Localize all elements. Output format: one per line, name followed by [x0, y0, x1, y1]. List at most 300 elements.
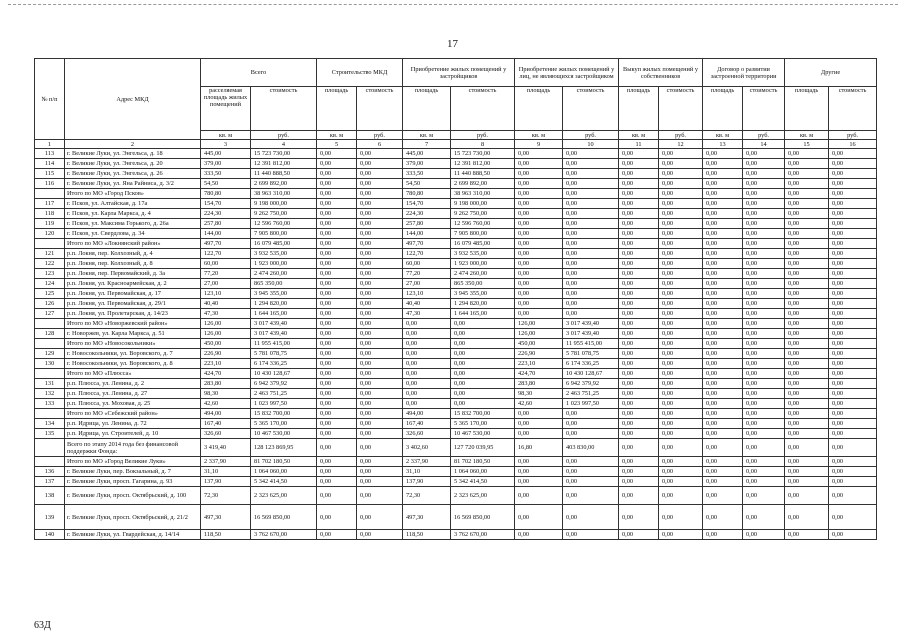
row-value: 7 905 800,00 [451, 229, 515, 239]
row-value: 0,00 [743, 289, 785, 299]
row-value: 123,10 [201, 289, 251, 299]
row-value: 0,00 [829, 339, 877, 349]
row-value: 31,10 [201, 467, 251, 477]
row-value: 0,00 [743, 505, 785, 530]
row-value: 0,00 [357, 319, 403, 329]
row-value: 0,00 [317, 329, 357, 339]
row-value: 0,00 [703, 409, 743, 419]
row-address: г. Новоржев, ул. Карла Маркса, д. 51 [65, 329, 201, 339]
row-value: 9 262 750,00 [451, 209, 515, 219]
row-value: 0,00 [317, 319, 357, 329]
row-value: 0,00 [659, 279, 703, 289]
row-value: 0,00 [829, 159, 877, 169]
row-value: 0,00 [829, 379, 877, 389]
row-value: 1 923 000,00 [251, 259, 317, 269]
row-value: 0,00 [785, 369, 829, 379]
row-value: 2 323 625,00 [451, 487, 515, 505]
row-value: 0,00 [743, 199, 785, 209]
row-value: 0,00 [563, 477, 619, 487]
row-value: 0,00 [619, 467, 659, 477]
row-value: 40,40 [201, 299, 251, 309]
row-value: 0,00 [743, 269, 785, 279]
row-value: 0,00 [659, 189, 703, 199]
row-address: г. Новосокольники, ул. Воровского, д. 8 [65, 359, 201, 369]
row-value: 0,00 [703, 399, 743, 409]
row-value: 0,00 [829, 309, 877, 319]
row-number [35, 457, 65, 467]
row-value: 0,00 [317, 169, 357, 179]
row-value: 60,00 [201, 259, 251, 269]
row-address: Итого по МО «Плюсса» [65, 369, 201, 379]
row-value: 0,00 [703, 339, 743, 349]
row-value: 0,00 [659, 159, 703, 169]
row-value: 0,00 [563, 457, 619, 467]
row-value: 445,00 [201, 149, 251, 159]
row-value: 0,00 [563, 159, 619, 169]
row-number: 140 [35, 530, 65, 540]
row-value: 3 945 355,00 [251, 289, 317, 299]
row-value: 118,50 [201, 530, 251, 540]
table-row [35, 369, 877, 379]
row-value: 0,00 [403, 339, 451, 349]
table-row [35, 379, 877, 389]
row-value: 2 463 751,25 [563, 389, 619, 399]
row-value: 10 467 530,00 [251, 429, 317, 439]
row-value: 0,00 [829, 530, 877, 540]
row-value: 0,00 [357, 379, 403, 389]
table-row [35, 189, 877, 199]
row-value: 0,00 [703, 439, 743, 457]
row-address: г. Великие Луки, ул. Энгельса, д. 18 [65, 149, 201, 159]
row-number: 127 [35, 309, 65, 319]
row-value: 0,00 [703, 299, 743, 309]
row-value: 0,00 [785, 209, 829, 219]
row-value: 379,00 [403, 159, 451, 169]
header-cost: стоимость [451, 87, 515, 131]
row-value: 0,00 [659, 467, 703, 477]
row-value: 12 596 760,00 [251, 219, 317, 229]
row-value: 0,00 [563, 209, 619, 219]
row-value: 0,00 [659, 429, 703, 439]
row-number: 113 [35, 149, 65, 159]
row-value: 15 723 730,00 [451, 149, 515, 159]
row-value: 154,70 [201, 199, 251, 209]
row-value: 137,90 [403, 477, 451, 487]
row-value: 0,00 [785, 399, 829, 409]
row-value: 0,00 [619, 409, 659, 419]
row-value: 0,00 [785, 299, 829, 309]
row-value: 0,00 [743, 487, 785, 505]
row-value: 0,00 [703, 209, 743, 219]
row-value: 497,70 [403, 239, 451, 249]
row-value: 0,00 [357, 429, 403, 439]
row-value: 0,00 [703, 329, 743, 339]
row-value: 0,00 [659, 339, 703, 349]
row-value: 0,00 [317, 339, 357, 349]
row-value: 27,00 [201, 279, 251, 289]
row-value: 0,00 [619, 329, 659, 339]
row-value: 0,00 [703, 429, 743, 439]
row-value: 3 762 670,00 [251, 530, 317, 540]
row-value: 0,00 [515, 179, 563, 189]
header-construction: Строительство МКД [317, 59, 403, 87]
row-value: 0,00 [619, 439, 659, 457]
row-value: 0,00 [703, 179, 743, 189]
row-value: 0,00 [619, 219, 659, 229]
row-value: 0,00 [785, 319, 829, 329]
table-row [35, 309, 877, 319]
row-value: 0,00 [659, 199, 703, 209]
row-value: 0,00 [829, 399, 877, 409]
row-value: 0,00 [659, 457, 703, 467]
row-value: 118,50 [403, 530, 451, 540]
row-value: 167,40 [403, 419, 451, 429]
row-value: 0,00 [563, 409, 619, 419]
table-row [35, 409, 877, 419]
row-value: 5 781 078,75 [251, 349, 317, 359]
header-area: площадь [703, 87, 743, 131]
row-value: 0,00 [619, 239, 659, 249]
row-address: г. Великие Луки, ул. Энгельса, д. 26 [65, 169, 201, 179]
row-value: 0,00 [829, 209, 877, 219]
row-value: 0,00 [357, 219, 403, 229]
row-value: 0,00 [515, 239, 563, 249]
row-value: 0,00 [357, 189, 403, 199]
row-value: 11 955 415,00 [563, 339, 619, 349]
row-value: 333,50 [403, 169, 451, 179]
row-value: 0,00 [619, 149, 659, 159]
row-value: 11 440 888,50 [251, 169, 317, 179]
row-value: 0,00 [829, 419, 877, 429]
table-row [35, 269, 877, 279]
row-value: 0,00 [357, 309, 403, 319]
row-value: 2 699 892,00 [451, 179, 515, 189]
row-value: 0,00 [659, 399, 703, 409]
table-row [35, 359, 877, 369]
row-value: 1 294 820,00 [251, 299, 317, 309]
row-value: 3 402,60 [403, 439, 451, 457]
row-value: 0,00 [563, 419, 619, 429]
row-address: г. Великие Луки, ул. Энгельса, д. 20 [65, 159, 201, 169]
row-address: р.п. Идрица, ул. Ленина, д. 72 [65, 419, 201, 429]
row-value: 0,00 [515, 289, 563, 299]
row-number: 129 [35, 349, 65, 359]
row-value: 0,00 [317, 379, 357, 389]
row-value: 0,00 [785, 419, 829, 429]
row-value: 0,00 [563, 299, 619, 309]
header-area: площадь [619, 87, 659, 131]
row-number [35, 239, 65, 249]
row-value: 494,00 [201, 409, 251, 419]
row-value: 0,00 [829, 219, 877, 229]
row-value: 0,00 [515, 169, 563, 179]
column-number: 15 [785, 140, 829, 149]
row-value: 0,00 [829, 239, 877, 249]
row-address: г. Великие Луки, просп. Октябрьский, д. 100 [65, 487, 201, 505]
header-area: площадь [317, 87, 357, 131]
row-value: 0,00 [743, 349, 785, 359]
row-value: 0,00 [659, 269, 703, 279]
row-value: 0,00 [829, 369, 877, 379]
row-value: 0,00 [743, 159, 785, 169]
row-value: 154,70 [403, 199, 451, 209]
header-address: Адрес МКД [65, 59, 201, 140]
row-value: 12 391 812,00 [251, 159, 317, 169]
row-value: 0,00 [659, 389, 703, 399]
header-resettled-area: расселяемая площадь жилых помещений [201, 87, 251, 131]
unit-rub: руб. [829, 131, 877, 140]
row-number: 133 [35, 399, 65, 409]
row-value: 0,00 [785, 429, 829, 439]
row-value: 0,00 [829, 249, 877, 259]
table-row [35, 289, 877, 299]
table-row [35, 457, 877, 467]
row-address: г. Псков, ул. Максима Горького, д. 26а [65, 219, 201, 229]
row-number [35, 319, 65, 329]
row-value: 0,00 [829, 179, 877, 189]
row-value: 0,00 [357, 369, 403, 379]
table-row [35, 505, 877, 530]
row-value: 0,00 [563, 179, 619, 189]
column-number: 9 [515, 140, 563, 149]
row-value: 0,00 [317, 279, 357, 289]
header-cost: стоимость [563, 87, 619, 131]
row-value: 0,00 [743, 379, 785, 389]
row-value: 0,00 [619, 399, 659, 409]
column-number: 13 [703, 140, 743, 149]
row-value: 127 720 039,95 [451, 439, 515, 457]
row-value: 326,60 [403, 429, 451, 439]
row-value: 0,00 [785, 279, 829, 289]
row-value: 123,10 [403, 289, 451, 299]
row-value: 0,00 [317, 429, 357, 439]
row-value: 1 644 165,00 [251, 309, 317, 319]
row-value: 0,00 [785, 199, 829, 209]
row-value: 0,00 [451, 339, 515, 349]
row-value: 0,00 [619, 487, 659, 505]
row-value: 16 569 850,00 [251, 505, 317, 530]
row-value: 0,00 [317, 159, 357, 169]
unit-rub: руб. [251, 131, 317, 140]
header-contract: Договор о развитии застроенной территории [703, 59, 785, 87]
row-value: 0,00 [659, 209, 703, 219]
row-value: 0,00 [515, 219, 563, 229]
row-value: 2 337,90 [201, 457, 251, 467]
row-value: 0,00 [659, 349, 703, 359]
row-value: 16,80 [515, 439, 563, 457]
header-buyout: Выкуп жилых помещений у собственников [619, 59, 703, 87]
row-value: 0,00 [515, 309, 563, 319]
row-value: 0,00 [403, 389, 451, 399]
column-number: 8 [451, 140, 515, 149]
row-value: 7 905 800,00 [251, 229, 317, 239]
row-value: 224,30 [403, 209, 451, 219]
row-value: 9 198 000,00 [451, 199, 515, 209]
row-value: 0,00 [659, 229, 703, 239]
row-number: 115 [35, 169, 65, 179]
resettlement-table [34, 58, 877, 540]
row-value: 0,00 [619, 477, 659, 487]
header-purchase-dev: Приобретение жилых помещений у застройщиков [403, 59, 515, 87]
row-value: 6 942 379,92 [251, 379, 317, 389]
row-value: 0,00 [563, 189, 619, 199]
table-row [35, 299, 877, 309]
row-value: 0,00 [785, 379, 829, 389]
row-value: 3 762 670,00 [451, 530, 515, 540]
row-value: 126,00 [201, 319, 251, 329]
row-value: 0,00 [357, 487, 403, 505]
row-value: 0,00 [829, 169, 877, 179]
row-value: 0,00 [619, 189, 659, 199]
table-row [35, 199, 877, 209]
row-value: 0,00 [703, 505, 743, 530]
row-address: г. Псков, ул. Карла Маркса, д. 4 [65, 209, 201, 219]
row-value: 0,00 [743, 399, 785, 409]
row-value: 0,00 [515, 409, 563, 419]
row-value: 0,00 [785, 409, 829, 419]
row-value: 0,00 [619, 249, 659, 259]
row-value: 0,00 [563, 279, 619, 289]
footer-code: 63Д [34, 620, 51, 631]
row-value: 126,00 [515, 319, 563, 329]
row-value: 0,00 [829, 319, 877, 329]
row-number: 119 [35, 219, 65, 229]
row-value: 0,00 [515, 505, 563, 530]
row-value: 0,00 [785, 457, 829, 467]
row-value: 0,00 [357, 179, 403, 189]
row-value: 0,00 [743, 339, 785, 349]
row-number: 120 [35, 229, 65, 239]
row-value: 40,40 [403, 299, 451, 309]
row-value: 0,00 [785, 169, 829, 179]
row-value: 0,00 [357, 229, 403, 239]
row-value: 1 064 060,00 [451, 467, 515, 477]
page-number: 17 [447, 38, 458, 50]
row-value: 54,50 [403, 179, 451, 189]
row-value: 2 474 260,00 [451, 269, 515, 279]
row-number [35, 439, 65, 457]
row-value: 0,00 [829, 269, 877, 279]
row-value: 0,00 [357, 199, 403, 209]
row-value: 0,00 [451, 349, 515, 359]
row-value: 0,00 [829, 467, 877, 477]
row-value: 0,00 [785, 269, 829, 279]
row-value: 0,00 [515, 530, 563, 540]
row-value: 0,00 [317, 439, 357, 457]
row-value: 0,00 [357, 329, 403, 339]
row-number: 128 [35, 329, 65, 339]
row-value: 0,00 [317, 229, 357, 239]
row-value: 0,00 [357, 249, 403, 259]
column-number: 4 [251, 140, 317, 149]
row-value: 0,00 [659, 359, 703, 369]
table-row [35, 159, 877, 169]
row-value: 0,00 [785, 229, 829, 239]
row-value: 3 932 535,00 [451, 249, 515, 259]
table-row [35, 259, 877, 269]
row-value: 5 342 414,50 [451, 477, 515, 487]
header-area: площадь [515, 87, 563, 131]
row-value: 0,00 [785, 329, 829, 339]
row-address: г. Великие Луки, ул. Яна Райниса, д. 3/2 [65, 179, 201, 189]
row-value: 38 963 310,00 [451, 189, 515, 199]
row-value: 0,00 [659, 505, 703, 530]
row-value: 0,00 [785, 349, 829, 359]
unit-area: кв. м [403, 131, 451, 140]
row-value: 0,00 [829, 477, 877, 487]
top-edge-line [8, 4, 898, 5]
row-address: Итого по МО «Новосокольники» [65, 339, 201, 349]
row-value: 0,00 [515, 249, 563, 259]
row-value: 81 702 180,50 [451, 457, 515, 467]
row-value: 0,00 [357, 359, 403, 369]
row-value: 0,00 [703, 289, 743, 299]
row-value: 1 023 997,50 [251, 399, 317, 409]
row-value: 224,30 [201, 209, 251, 219]
row-value: 3 932 535,00 [251, 249, 317, 259]
row-value: 283,80 [201, 379, 251, 389]
table-row [35, 169, 877, 179]
unit-area: кв. м [619, 131, 659, 140]
row-value: 0,00 [317, 419, 357, 429]
row-value: 0,00 [829, 299, 877, 309]
row-value: 0,00 [563, 309, 619, 319]
row-value: 0,00 [357, 389, 403, 399]
row-value: 0,00 [357, 349, 403, 359]
row-value: 257,80 [403, 219, 451, 229]
row-value: 0,00 [785, 505, 829, 530]
row-value: 0,00 [743, 359, 785, 369]
row-value: 0,00 [515, 487, 563, 505]
row-address: г. Великие Луки, просп. Гагарина, д. 93 [65, 477, 201, 487]
row-value: 0,00 [515, 189, 563, 199]
row-value: 0,00 [785, 477, 829, 487]
row-address: р.п. Локня, пер. Первомайский, д. 3а [65, 269, 201, 279]
row-value: 6 942 379,92 [563, 379, 619, 389]
row-number: 118 [35, 209, 65, 219]
header-num: № п/п [35, 59, 65, 140]
row-value: 0,00 [659, 319, 703, 329]
row-value: 0,00 [829, 259, 877, 269]
row-value: 0,00 [785, 289, 829, 299]
row-value: 780,80 [201, 189, 251, 199]
row-value: 0,00 [357, 239, 403, 249]
row-value: 0,00 [619, 419, 659, 429]
row-value: 0,00 [743, 457, 785, 467]
row-value: 0,00 [785, 179, 829, 189]
row-value: 0,00 [703, 309, 743, 319]
row-number: 125 [35, 289, 65, 299]
row-value: 81 702 180,50 [251, 457, 317, 467]
row-value: 0,00 [785, 239, 829, 249]
row-value: 0,00 [515, 159, 563, 169]
row-value: 0,00 [659, 379, 703, 389]
row-value: 0,00 [743, 409, 785, 419]
column-number: 11 [619, 140, 659, 149]
row-value: 0,00 [317, 179, 357, 189]
table-row [35, 399, 877, 409]
row-value: 0,00 [451, 319, 515, 329]
header-total: Всего [201, 59, 317, 87]
row-value: 0,00 [451, 389, 515, 399]
row-value: 0,00 [743, 169, 785, 179]
row-value: 0,00 [563, 429, 619, 439]
row-value: 122,70 [403, 249, 451, 259]
row-value: 10 430 128,67 [251, 369, 317, 379]
row-value: 0,00 [317, 199, 357, 209]
row-value: 0,00 [829, 389, 877, 399]
row-value: 0,00 [357, 467, 403, 477]
